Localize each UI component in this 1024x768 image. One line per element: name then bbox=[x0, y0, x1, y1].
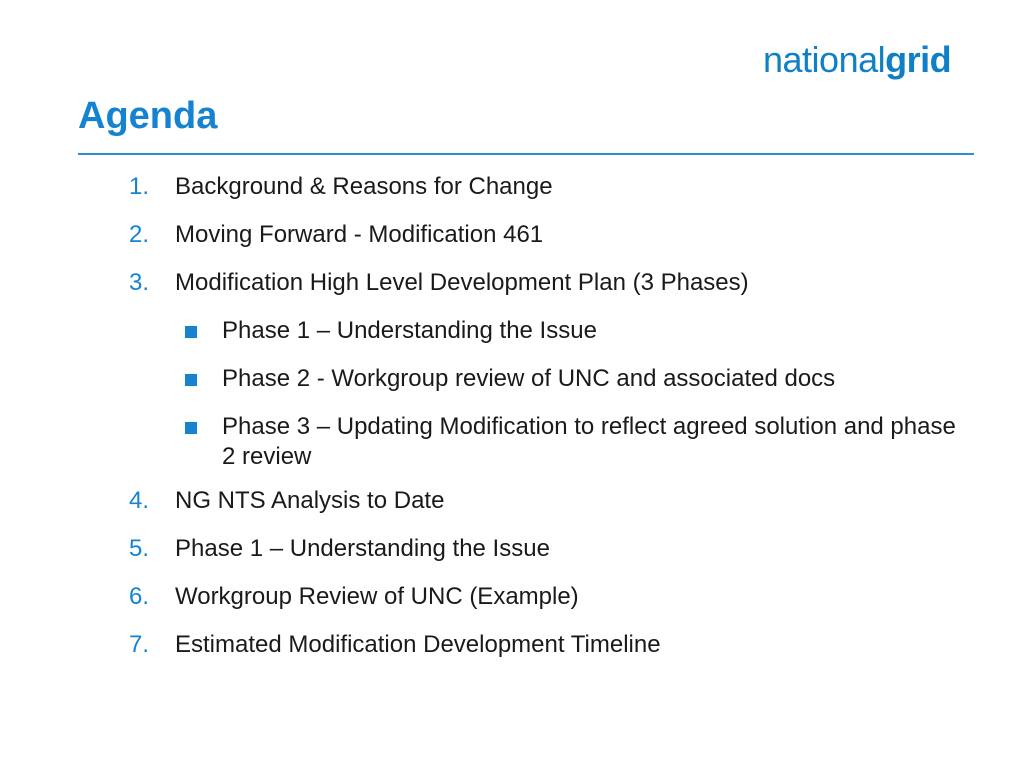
agenda-item-number: 6. bbox=[129, 583, 150, 610]
agenda-item-number: 2. bbox=[129, 221, 150, 248]
agenda-item-2 bbox=[0, 216, 1024, 254]
phase-sub-list bbox=[0, 312, 1024, 472]
agenda-item-7 bbox=[0, 626, 1024, 664]
logo-text-national: national bbox=[763, 39, 886, 80]
agenda-list bbox=[0, 168, 1024, 674]
agenda-item-text: Workgroup Review of UNC (Example) bbox=[175, 583, 579, 610]
agenda-item-text: Moving Forward - Modification 461 bbox=[175, 221, 544, 248]
agenda-item-number: 7. bbox=[129, 631, 150, 658]
agenda-item-6 bbox=[0, 578, 1024, 616]
sub-item-text: Phase 3 – Updating Modification to reflect agreed solution and phase 2 review bbox=[222, 413, 956, 470]
agenda-item-text: Estimated Modification Development Timeline bbox=[175, 631, 661, 658]
agenda-item-number: 1. bbox=[129, 173, 150, 200]
sub-item-phase-1 bbox=[0, 312, 1024, 350]
slide-title: Agenda bbox=[78, 95, 218, 137]
agenda-item-5 bbox=[0, 530, 1024, 568]
agenda-item-text: Background & Reasons for Change bbox=[175, 173, 553, 200]
agenda-item-text: Phase 1 – Understanding the Issue bbox=[175, 535, 550, 562]
sub-item-phase-2 bbox=[0, 360, 1024, 398]
square-bullet-icon bbox=[185, 422, 197, 434]
square-bullet-icon bbox=[185, 374, 197, 386]
agenda-item-text: Modification High Level Development Plan (3 Phases) bbox=[175, 269, 749, 296]
agenda-item-1 bbox=[0, 168, 1024, 206]
agenda-item-text: NG NTS Analysis to Date bbox=[175, 487, 445, 514]
sub-item-phase-3 bbox=[0, 408, 1024, 472]
agenda-item-4 bbox=[0, 482, 1024, 520]
national-grid-logo bbox=[763, 38, 951, 82]
agenda-item-number: 3. bbox=[129, 269, 150, 296]
square-bullet-icon bbox=[185, 326, 197, 338]
agenda-item-3 bbox=[0, 264, 1024, 472]
title-divider bbox=[78, 153, 974, 155]
agenda-item-number: 5. bbox=[129, 535, 150, 562]
sub-item-text: Phase 2 - Workgroup review of UNC and associated docs bbox=[222, 365, 836, 392]
sub-item-text: Phase 1 – Understanding the Issue bbox=[222, 317, 597, 344]
logo-text-grid: grid bbox=[885, 39, 952, 80]
agenda-item-number: 4. bbox=[129, 487, 150, 514]
